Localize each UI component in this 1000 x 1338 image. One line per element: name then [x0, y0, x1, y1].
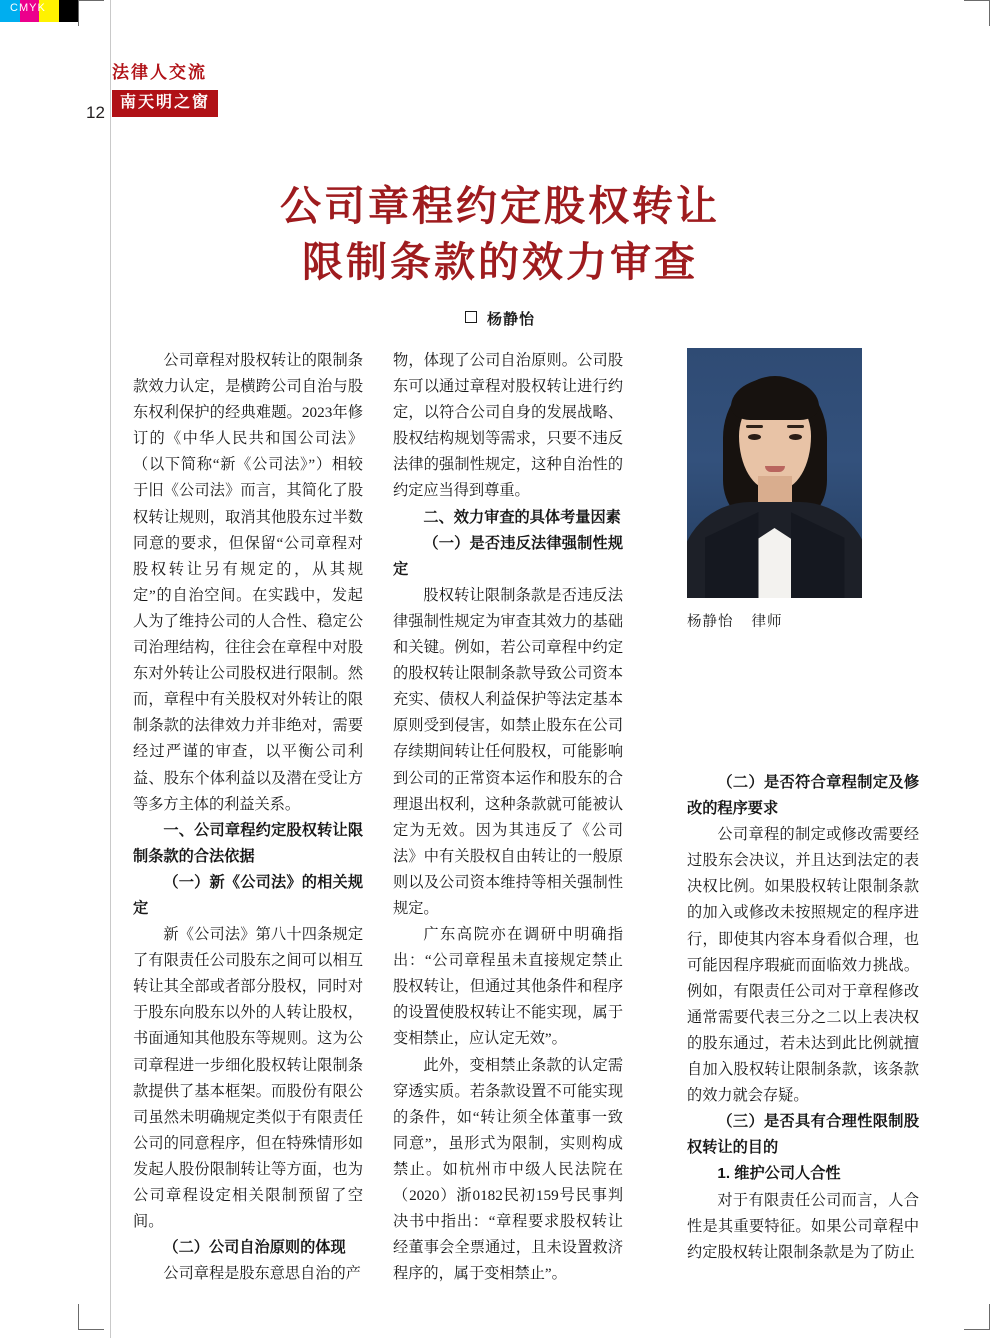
registration-mark-bottom-right: [964, 1304, 990, 1330]
page-margin-rule: [110, 0, 111, 1338]
portrait-name: 杨静怡: [687, 614, 734, 630]
article-title-line-1: 公司章程约定股权转让: [280, 183, 720, 229]
paragraph: 此外，变相禁止条款的认定需穿透实质。若条款设置不可能实现的条件，如“转让须全体董事一致同意”，虽形式为限制，实则构成禁止。如杭州市中级人民法院在（2020）浙0182民初159号民事判决书中指出：“章程要求股权转让经董事会全票通过，且未设置救济程序的，属于变相禁止”。: [393, 1056, 623, 1283]
section-heading: （一）是否违反法律强制性规定: [393, 534, 623, 578]
section-heading: （一）新《公司法》的相关规定: [133, 873, 363, 917]
paragraph: 广东高院亦在调研中明确指出：“公司章程虽未直接规定禁止股权转让，但通过其他条件和程序的设置使股权转让不能实现，属于变相禁止，应认定无效”。: [393, 926, 623, 1048]
paragraph: 公司章程对股权转让的限制条款效力认定，是横跨公司自治与股东权利保护的经典难题。2023年修订的《中华人民共和国公司法》（以下简称“新《公司法》”）相较于旧《公司法》而言，其简化了股权转让规则，取消其他股东过半数同意的要求，但保留“公司章程对股权转让另有规定的，从其规定”的自治空间。在实践中，发起人为了维持公司的人合性、稳定公司治理结构，往往会在章程中对股东对外转让公司股权进行限制。然而，章程中有关股权对外转让的限制条款的法律效力并非绝对，需要经过严谨的审查，以平衡公司利益、股东个体利益以及潜在受让方等多方主体的利益关系。: [133, 352, 363, 813]
portrait-eye-right: [789, 434, 802, 440]
page-title: [130, 178, 870, 290]
section-heading: （二）公司自治原则的体现: [163, 1239, 346, 1257]
author-portrait-image: [687, 348, 862, 598]
section-heading: 二、效力审查的具体考量因素: [423, 508, 621, 526]
portrait-role: 律师: [751, 614, 783, 630]
section-heading: （三）是否具有合理性限制股权转让的目的: [687, 1113, 919, 1157]
page-number: 12: [86, 103, 105, 122]
section-heading: 一、公司章程约定股权转让限制条款的合法依据: [133, 821, 363, 865]
portrait-fringe: [731, 378, 819, 420]
portrait-mouth: [765, 466, 785, 472]
portrait-brow-right: [787, 425, 804, 428]
author-portrait-block: [687, 348, 862, 631]
cmyk-label: CMYK: [10, 2, 46, 14]
registration-mark-bottom-left: [78, 1304, 104, 1330]
byline-author: 杨静怡: [486, 311, 535, 328]
article-column-3: [687, 770, 919, 1266]
portrait-brow-left: [746, 425, 763, 428]
section-heading: 1. 维护公司人合性: [717, 1165, 841, 1183]
paragraph: 公司章程是股东意思自治的产: [163, 1265, 361, 1283]
paragraph: 对于有限责任公司而言，人合性是其重要特征。如果公司章程中约定股权转让限制条款是为了防止: [687, 1191, 919, 1261]
running-head-section: 法律人交流: [112, 63, 207, 82]
paragraph: 股权转让限制条款是否违反法律强制性规定为审查其效力的基础和关键。例如，若公司章程中约定的股权转让限制条款导致公司资本充实、债权人利益保护等法定基本原则受到侵害，如禁止股东在公司存续期间转让任何股权，可能影响到公司的正常资本运作和股东的合理退出权利，这种条款就可能被认定为无效。因为其违反了《公司法》中有关股权自由转让的一般原则以及公司资本维持等相关强制性规定。: [393, 586, 623, 917]
article-column-2: [393, 348, 623, 1287]
registration-mark-top-right: [964, 0, 990, 26]
running-head-series: 南天明之窗: [112, 90, 218, 117]
square-bullet-icon: [465, 311, 477, 323]
portrait-eye-left: [748, 434, 761, 440]
article-title-line-2: 限制条款的效力审查: [302, 239, 698, 285]
registration-mark-top-left: [78, 0, 104, 26]
running-head: [112, 60, 292, 117]
paragraph: 公司章程的制定或修改需要经过股东会决议，并且达到法定的表决权比例。如果股权转让限制条款的加入或修改未按照规定的程序进行，即使其内容本身看似合理，也可能因程序瑕疵而面临效力挑战。例如，有限责任公司对于章程修改通常需要代表三分之二以上表决权的股东通过，若未达到此比例就擅自加入股权转让限制条款，该条款的效力就会存疑。: [687, 826, 919, 1105]
byline: [130, 308, 870, 329]
section-heading: （二）是否符合章程制定及修改的程序要求: [687, 774, 919, 818]
paragraph: 物，体现了公司自治原则。公司股东可以通过章程对股权转让进行约定，以符合公司自身的发展战略、股权结构规划等需求，只要不违反法律的强制性规定，这种自治性的约定应当得到尊重。: [393, 352, 623, 500]
paragraph: 新《公司法》第八十四条规定了有限责任公司股东之间可以相互转让其全部或者部分股权，同时对于股东向股东以外的人转让股权，书面通知其他股东等规则。这为公司章程进一步细化股权转让限制条款提供了基本框架。而股份有限公司虽然未明确规定类似于有限责任公司的同意程序，但在特殊情形如发起人股份限制转让等方面，也为公司章程设定相关限制预留了空间。: [133, 926, 363, 1231]
author-portrait-caption: [687, 610, 862, 631]
article-column-1: [133, 348, 363, 1287]
